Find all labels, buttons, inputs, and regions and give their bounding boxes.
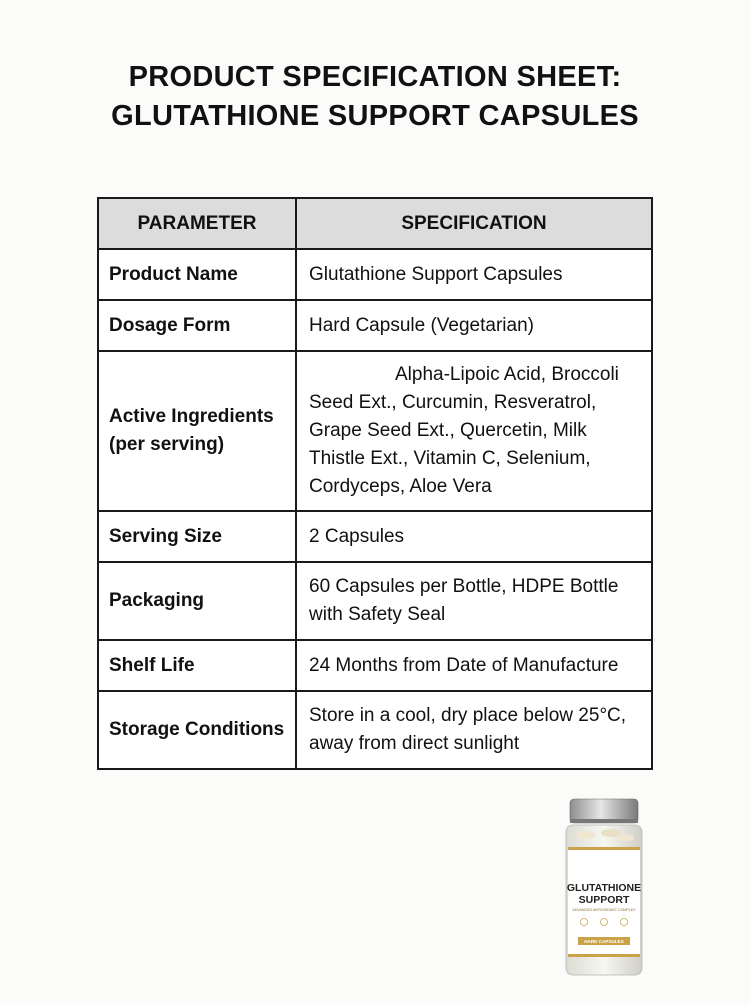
bottle-label-form: HARD CAPSULES: [584, 939, 624, 944]
table-row: [98, 562, 652, 640]
row-specification: 2 Capsules: [296, 511, 652, 562]
table-row: [98, 691, 652, 769]
product-bottle-image: [556, 797, 652, 977]
row-parameter: Shelf Life: [98, 640, 296, 691]
row-parameter: Serving Size: [98, 511, 296, 562]
row-specification: Hard Capsule (Vegetarian): [296, 300, 652, 351]
row-parameter: Storage Conditions: [98, 691, 296, 769]
spec-table: [97, 197, 653, 770]
table-row: [98, 300, 652, 351]
row-parameter: Dosage Form: [98, 300, 296, 351]
row-specification: Glutathione Support Capsules: [296, 249, 652, 300]
table-header-row: [98, 198, 652, 249]
header-parameter: PARAMETER: [98, 198, 296, 249]
table-row: [98, 351, 652, 511]
bottle-label-tagline: ADVANCED ANTIOXIDANT COMPLEX: [572, 908, 636, 912]
bottle-label-line-1: GLUTATHIONE: [566, 882, 642, 894]
table-row: [98, 249, 652, 300]
table-row: [98, 640, 652, 691]
bottle-label-line-2: SUPPORT: [578, 894, 630, 906]
row-specification-text: Alpha-Lipoic Acid, Broccoli Seed Ext., Curcumin, Resveratrol, Grape Seed Ext., Quercetin, Milk Thistle Ext., Vitamin C, Selenium, Cordyceps, Aloe Vera: [309, 364, 619, 497]
title-line-2: GLUTATHIONE SUPPORT CAPSULES: [111, 100, 639, 132]
row-specification: 24 Months from Date of Manufacture: [296, 640, 652, 691]
row-specification: 60 Capsules per Bottle, HDPE Bottle with Safety Seal: [296, 562, 652, 640]
table-row: [98, 511, 652, 562]
header-specification: SPECIFICATION: [296, 198, 652, 249]
row-specification: Store in a cool, dry place below 25°C, away from direct sunlight: [296, 691, 652, 769]
row-parameter: Active Ingredients (per serving): [98, 351, 296, 511]
row-specification: [296, 351, 652, 511]
row-parameter: Product Name: [98, 249, 296, 300]
row-parameter: Packaging: [98, 562, 296, 640]
page-title: [0, 58, 750, 136]
title-line-1: PRODUCT SPECIFICATION SHEET:: [128, 61, 622, 93]
